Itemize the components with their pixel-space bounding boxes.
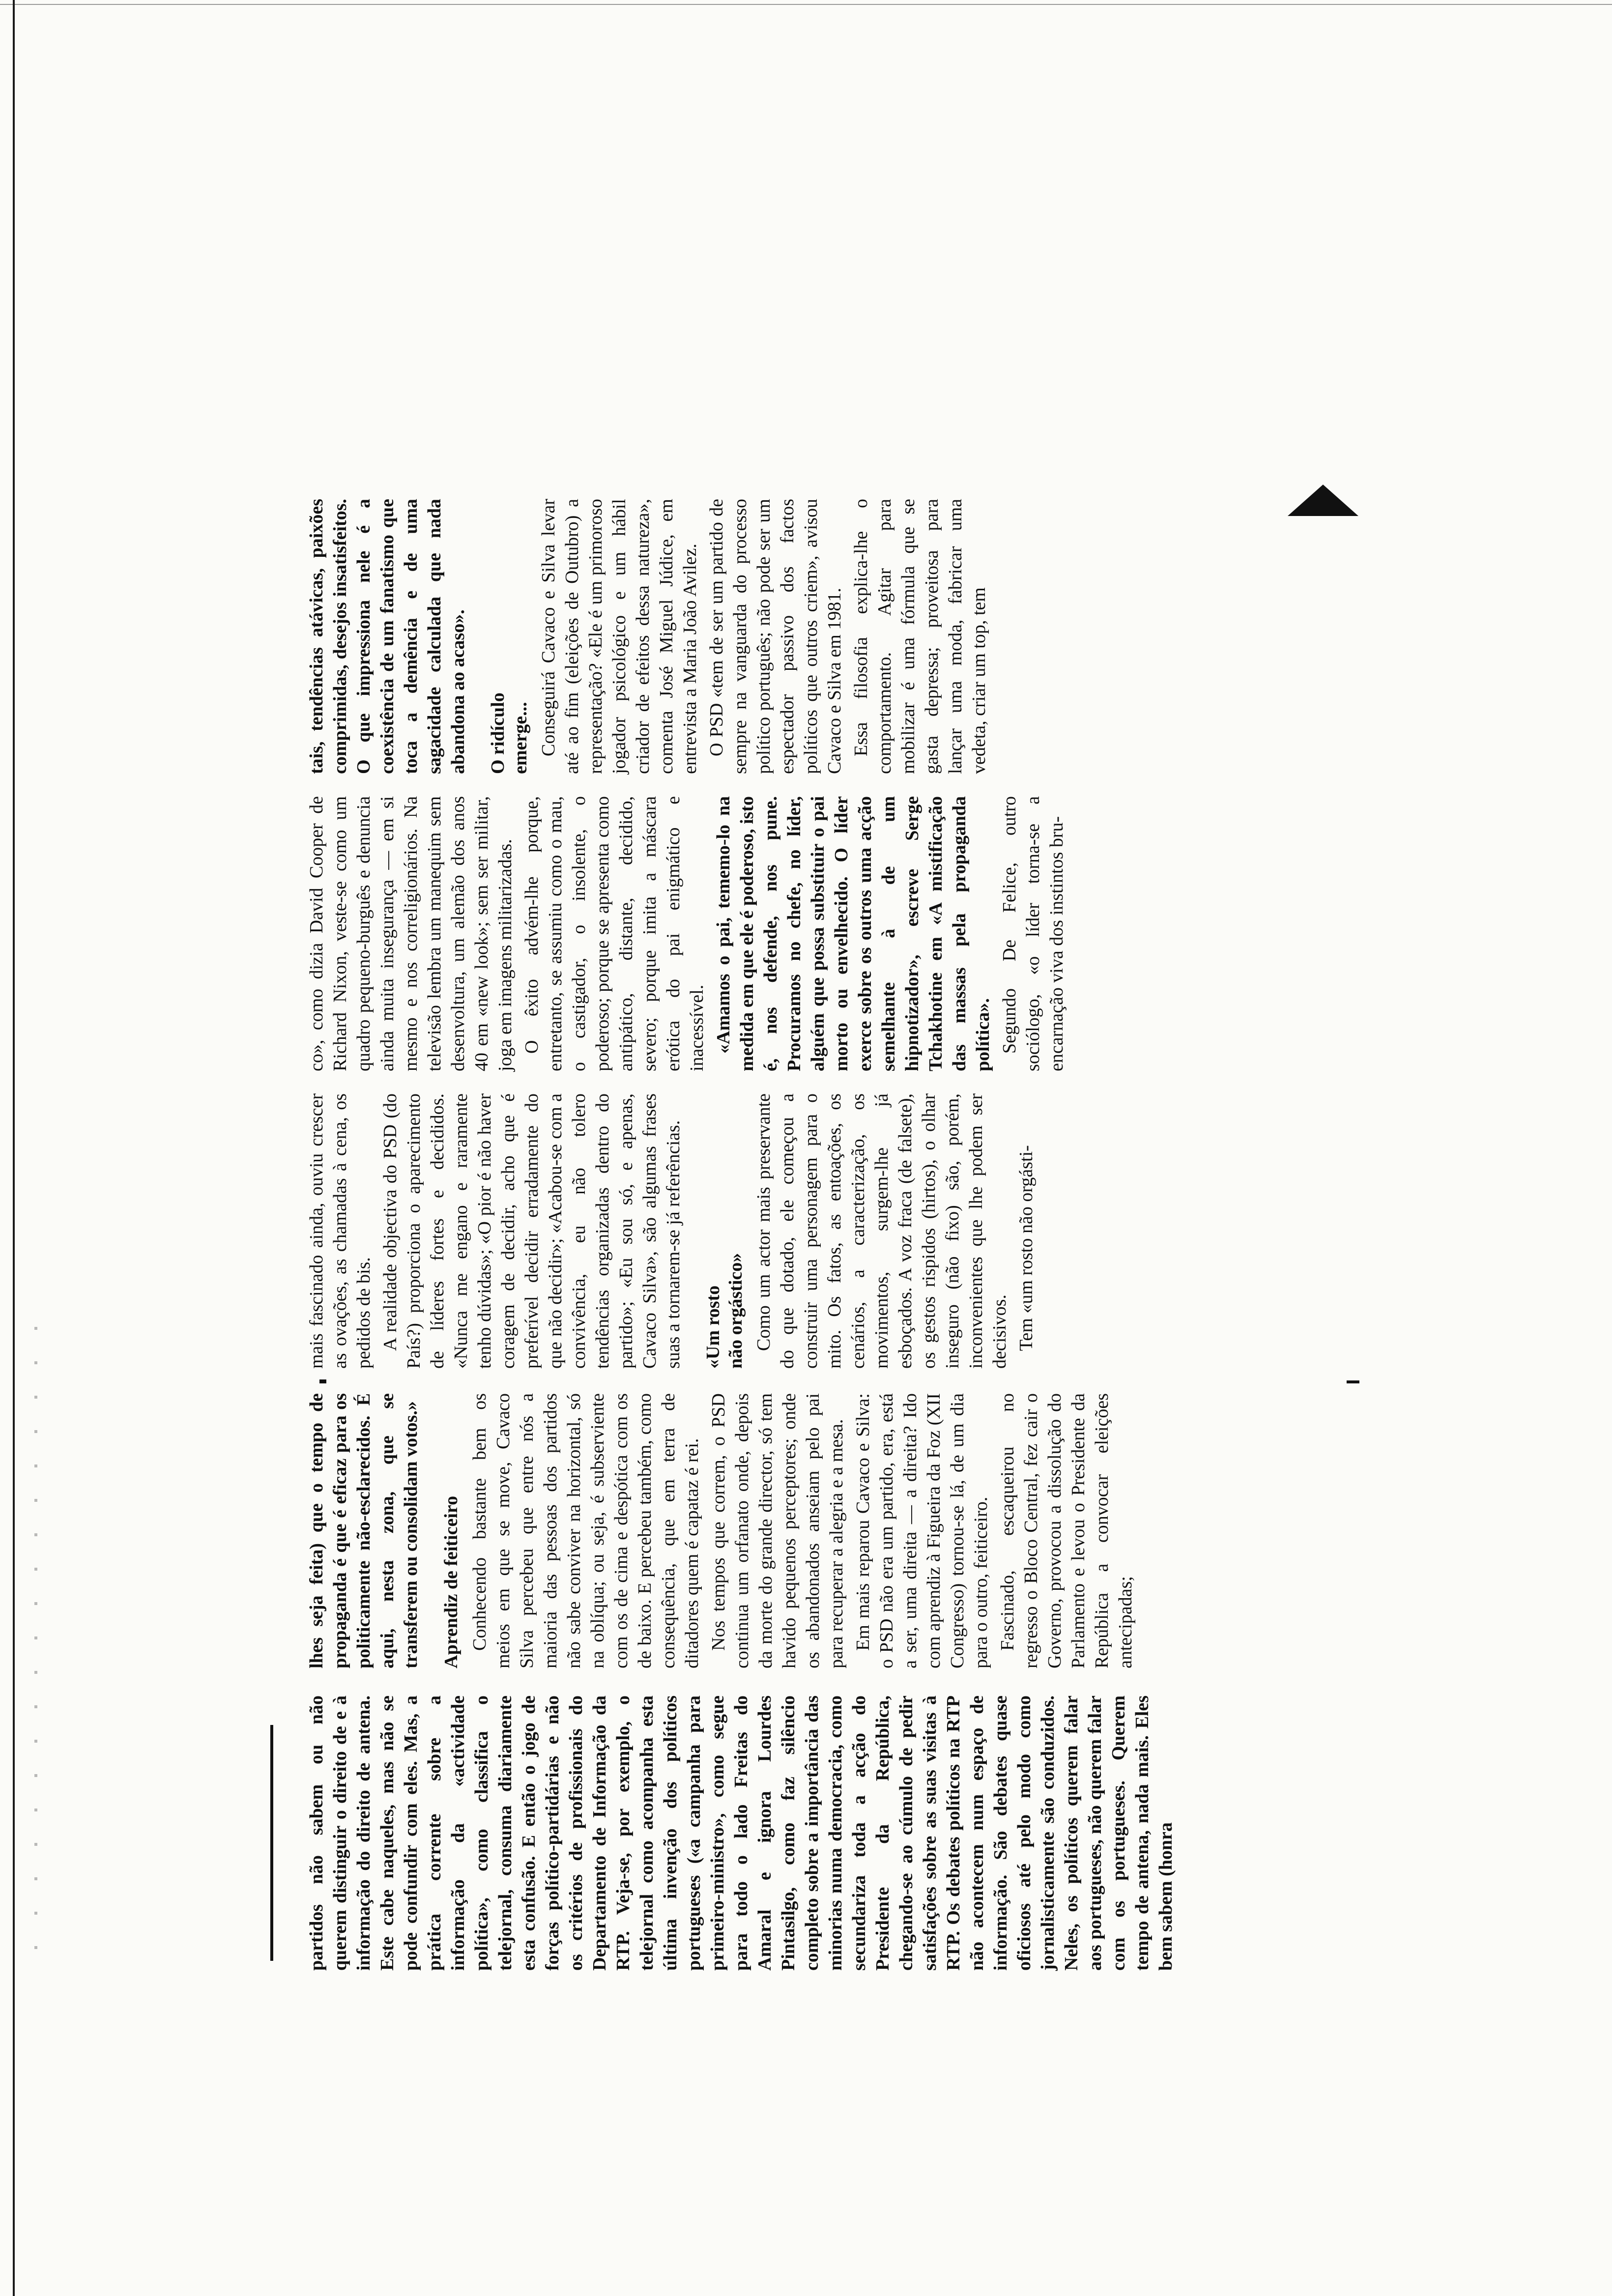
column-4 <box>305 796 1071 1071</box>
paragraph: Conhecendo bastante bem os meios em que se move, Cavaco Silva percebeu que entre nós a maioria das pessoas dos partidos não sabe conviver na horizontal, só na oblíqua; ou seja, é subserviente com os de cima e despótica com os de baixo. E percebeu também, como consequência, que em terra de ditadores quem é capataz é rei. <box>469 1393 702 1668</box>
column-mark <box>319 1379 326 1383</box>
paragraph: «Amamos o pai, tememo-lo na medida em que ele é poderoso, isto é, nos defende, nos pune. Procuramos no chefe, no líder, alguém que possa substituir o pai morto ou envelhecido. O líder exerce sobre os outros uma acção semelhante à de um hipnotizador», escreve Serge Tchakhotine em «A mistificação das massas pela propaganda política». <box>713 796 993 1071</box>
subheading-line: não orgástico» <box>725 1253 746 1369</box>
column-5 <box>305 499 994 774</box>
paragraph: mais fascinado ainda, ouviu crescer as ovações, as chamadas à cena, os pedidos de bis. <box>306 1093 374 1369</box>
scan-edge-left <box>13 0 15 2296</box>
subheading-line: emerge... <box>510 702 531 774</box>
subheading-line: O ridículo <box>488 692 508 774</box>
column-mark <box>1347 1380 1359 1383</box>
subheading-line: «Um rosto <box>703 1285 723 1369</box>
rotated-newspaper-page <box>305 359 1386 1971</box>
paragraph: Nos tempos que correm, o PSD continua um orfanato onde, depois da morte do grande director, só tem havido pequenos perceptores; onde os abandonados anseiam pelo pai para recuperar a alegria e a mesa. <box>708 1393 847 1668</box>
paragraph: Essa filosofia explica-lhe o comportamento. Agitar para mobilizar é uma fórmula que se gasta depressa; proveitosa para lançar uma moda, fabricar uma vedeta, criar um top, tem <box>851 499 989 774</box>
paragraph: partidos não sabem ou não querem distinguir o direito de e à informação do direito de antena. Este cabe naqueles, mas não se pode confundir com eles. Mas, a prática corrente sobre a informação da «actividade política», como classifica o telejornal, consuma diariamente esta confusão. E então o jogo de forças político-partidárias e não os critérios de profissionais do Departamento de Informação da RTP. Veja-se, por exemplo, o telejornal como acompanha esta última invenção dos políticos portugueses («a campanha para primeiro-ministro», como segue para todo o lado Freitas do Amaral e ignora Lourdes Pintasilgo, como faz silêncio completo sobre a importância das minorias numa democracia, como secundariza toda a acção do Presidente da República, chegando-se ao cúmulo de pedir satisfações sobre as suas visitas à RTP. Os debates políticos na RTP não acontecem num espaço de informação. São debates quase oficiosos até pelo modo como jornalisticamente são conduzidos. Neles, os políticos querem falar aos portugueses, não querem falar com os portugueses. Querem tempo de antena, nada mais. Eles bem sabem (honra <box>306 1695 1176 1971</box>
subheading-aprendiz: Aprendiz de feiticeiro <box>441 1495 461 1668</box>
paragraph: Tem «um rosto não orgásti- <box>1016 1145 1036 1351</box>
scan-noise <box>34 1327 37 1966</box>
rule-line <box>270 1725 273 1961</box>
scan-edge-top <box>0 4 1612 5</box>
column-3 <box>305 1093 1041 1369</box>
paragraph: tais, tendências atávicas, paixões comprimidas, desejos insatisfeitos. O que impressiona nele é a coexistência de um fanatismo que toca a demência e de uma sagacidade calculada que nada abandona ao acaso». <box>306 499 468 774</box>
paragraph: co», como dizia David Cooper de Richard Nixon, veste-se como um quadro pequeno-burguês e denuncia ainda muita insegurança — em si mesmo e nos correligionários. Na televisão lembra um manequim sem desenvoltura, um alemão dos anos 40 em «new look»; sem ser militar, joga em imagens militarizadas. <box>306 796 516 1071</box>
paragraph: Em mais reparou Cavaco e Silva: o PSD não era um partido, era, está a ser, uma direita — a direita? Ido com aprendiz à Figueira da Foz (XII Congresso) tornou-se lá, de um dia para o outro, feiticeiro. <box>853 1393 991 1668</box>
paragraph: O PSD «tem de ser um partido de sempre na vanguarda do processo político português; não pode ser um espectador passivo dos factos políticos que outros criem», avisou Cavaco e Silva em 1981. <box>706 499 845 774</box>
paragraph: Como um actor mais preservante do que dotado, ele começou a construir uma personagem para o mito. Os fatos, as entoações, os cenários, a caracterização, os movimentos, surgem-lhe já esboçados. A voz fraca (de falsete), os gestos rispidos (hirtos), o olhar inseguro (não fixo) são, porém, inconvenientes que lhe podem ser decisivos. <box>753 1093 1010 1369</box>
paragraph: Fascinado, escaqueirou no regresso o Bloco Central, fez cair o Governo, provocou a dissolução do Parlamento e levou o Presidente da República a convocar eleições antecipadas; <box>997 1393 1136 1668</box>
paragraph: O êxito advém-lhe porque, entretanto, se assumiu como o mau, o castigador, o insolente, o poderoso; porque se apresenta como antipático, distante, decidido, severo; porque imita a máscara erótica do pai enigmático e inacessível. <box>521 796 707 1071</box>
paragraph: Segundo De Felice, outro sociólogo, «o líder torna-se a encarnação viva dos instintos bru- <box>999 796 1067 1071</box>
column-2 <box>305 1393 1140 1668</box>
paragraph: lhes seja feita) que o tempo de propaganda é que é eficaz para os politicamente não-esclarecidos. É aqui, nesta zona, que se transferem ou consolidam votos.» <box>306 1393 421 1668</box>
subheading-rosto <box>702 1093 747 1369</box>
paragraph: A realidade objectiva do PSD (do País?) proporciona o aparecimento de líderes fortes e decididos. «Nunca me engano e raramente tenho dúvidas»; «O pior é não haver coragem de decidir, acho que é preferível decidir erradamente do que não decidir»; «Acabou-se com a convivência, eu não tolero tendências organizadas dentro do partido»; «Eu sou só, e apenas, Cavaco Silva», são algumas frases suas a tornarem-se já referências. <box>380 1093 684 1369</box>
column-1 <box>305 1695 1180 1971</box>
continue-arrow-icon <box>1288 485 1358 516</box>
subheading-ridiculo <box>487 499 532 774</box>
paragraph: Conseguirá Cavaco e Silva levar até ao fim (eleições de Outubro) a representação? «Ele é um primoroso jogador psicológico e um hábil criador de efeitos dessa natureza», comenta José Miguel Júdice, em entrevista a Maria João Avilez. <box>538 499 700 774</box>
